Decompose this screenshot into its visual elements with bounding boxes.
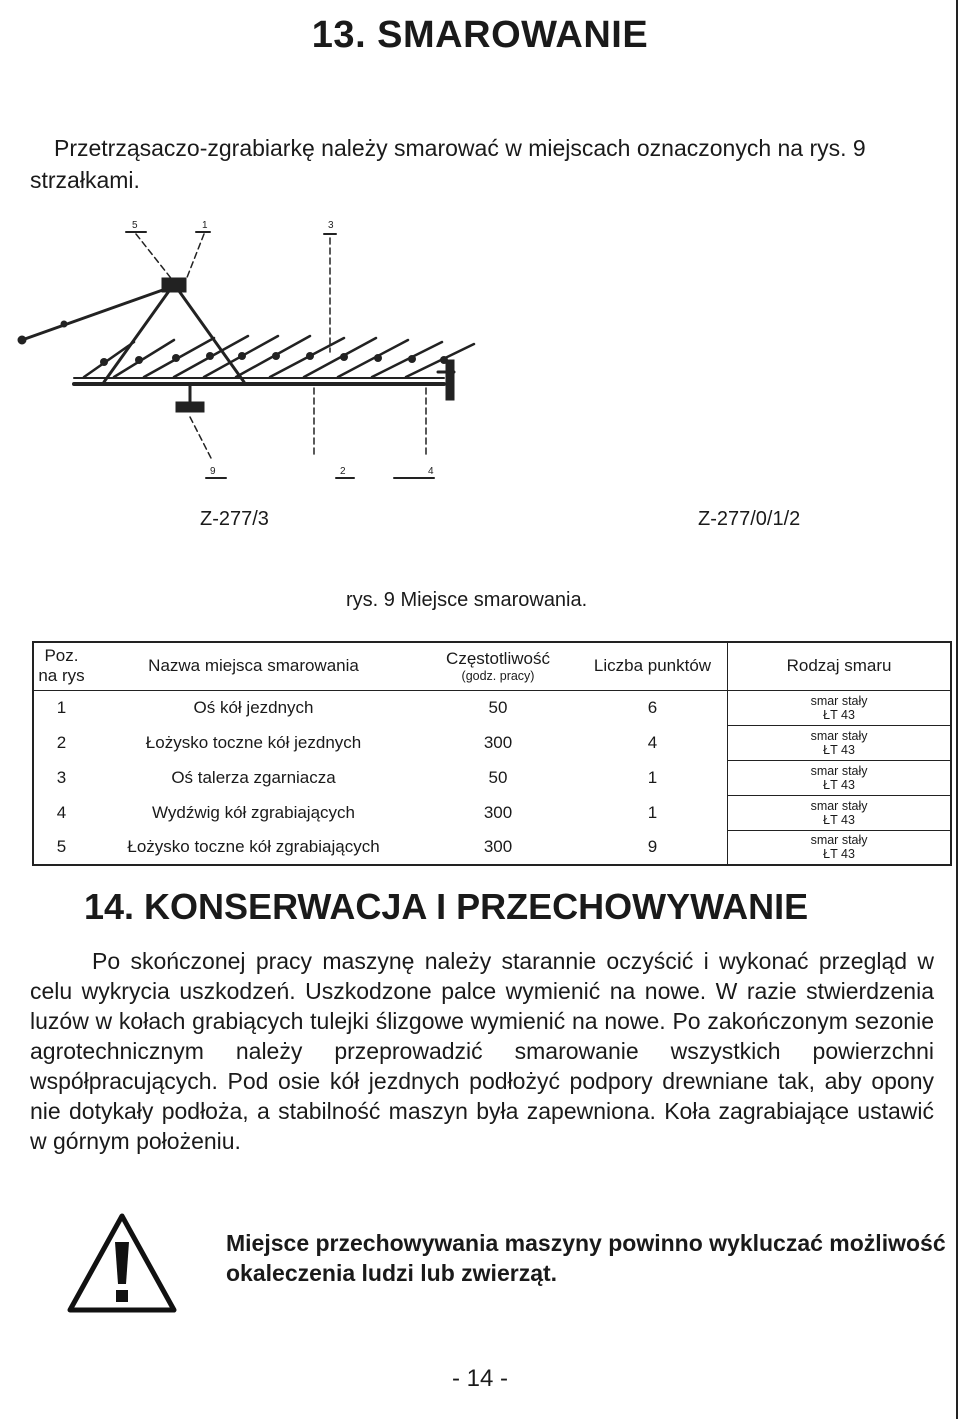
- col-pos-header: Poz. na rys: [33, 642, 89, 690]
- table-row: [33, 760, 951, 795]
- row-freq: 50: [488, 697, 508, 717]
- row-type: smar stały ŁT 43: [728, 690, 951, 725]
- table-row: [33, 830, 951, 865]
- col-type-header: Rodzaj smaru: [728, 642, 951, 690]
- col-name-header: Nazwa miejsca smarowania: [89, 642, 418, 690]
- page-border: [956, 0, 958, 1419]
- figure-label-left: Z-277/3: [200, 508, 269, 530]
- row-name: Łożysko toczne kół zgrabiających: [127, 837, 380, 856]
- row-name: Wydźwig kół zgrabiających: [152, 802, 355, 822]
- row-freq: 50: [488, 767, 508, 787]
- row-pos: 4: [56, 802, 67, 822]
- page-number: - 14 -: [451, 1365, 508, 1392]
- row-points: 4: [647, 732, 658, 752]
- section-title-smarowanie: 13. SMAROWANIE: [311, 14, 649, 56]
- figure-caption: rys. 9 Miejsce smarowania.: [346, 589, 588, 611]
- row-pos: 3: [56, 767, 67, 787]
- marker-3: 3: [328, 220, 334, 231]
- table-row: [33, 725, 951, 760]
- table-header-row: [33, 642, 951, 690]
- row-type: smar stały ŁT 43: [728, 760, 951, 795]
- table-row: [33, 690, 951, 725]
- table-row: [33, 795, 951, 830]
- marker-9: 9: [210, 466, 216, 477]
- row-points: 6: [647, 697, 658, 717]
- lubrication-diagram: [14, 212, 494, 490]
- marker-1: 1: [202, 220, 208, 231]
- row-points: 9: [647, 837, 658, 856]
- row-pos: 2: [56, 732, 67, 752]
- row-points: 1: [647, 767, 658, 787]
- row-freq: 300: [483, 732, 513, 752]
- row-name: Łożysko toczne kół jezdnych: [145, 732, 362, 752]
- col-points-header: Liczba punktów: [578, 642, 728, 690]
- storage-warning-text: Miejsce przechowywania maszyny powinno wykluczać możliwość okaleczenia ludzi lub zwierząt.: [226, 1230, 946, 1286]
- col-freq-header: Częstotliwość (godz. pracy): [418, 642, 578, 690]
- section-title-konserwacja: 14. KONSERWACJA I PRZECHOWYWANIE: [84, 886, 809, 927]
- row-points: 1: [647, 802, 658, 822]
- intro-text: Przetrząsaczo-zgrabiarkę należy smarować w miejscach oznaczonych na rys. 9 strzałkami.: [30, 135, 866, 193]
- row-freq: 300: [483, 802, 513, 822]
- marker-4: 4: [428, 466, 434, 477]
- maintenance-paragraph: Po skończonej pracy maszynę należy starannie oczyścić i wykonać przegląd w celu wykrycia uszkodzeń. Uszkodzone palce wymienić na nowe. W razie stwierdzenia luzów w kołach grabiących tulejki ślizgowe wymienić na nowe. Po zakończonym sezonie agrotechnicznym należy przeprowadzić smarowanie wszystkich powierzchni współpracujących. Pod osie kół jezdnych podłożyć podpory drewniane tak, aby opony nie dotykały podłoża, a stabilność maszyn była zapewniona. Koła zagrabiające ustawić w górnym położeniu.: [30, 948, 934, 1154]
- row-freq: 300: [483, 837, 513, 856]
- row-pos: 5: [56, 837, 67, 856]
- row-name: Oś kół jezdnych: [193, 697, 314, 717]
- marker-5: 5: [132, 220, 138, 231]
- row-pos: 1: [56, 697, 67, 717]
- lubrication-table: [32, 641, 952, 866]
- row-name: Oś talerza zgarniacza: [171, 767, 336, 787]
- row-type: smar stały ŁT 43: [728, 830, 951, 865]
- exclamation-warning-icon: [66, 1212, 178, 1314]
- marker-2: 2: [340, 466, 346, 477]
- row-type: smar stały ŁT 43: [728, 795, 951, 830]
- row-type: smar stały ŁT 43: [728, 725, 951, 760]
- figure-label-right: Z-277/0/1/2: [698, 508, 801, 530]
